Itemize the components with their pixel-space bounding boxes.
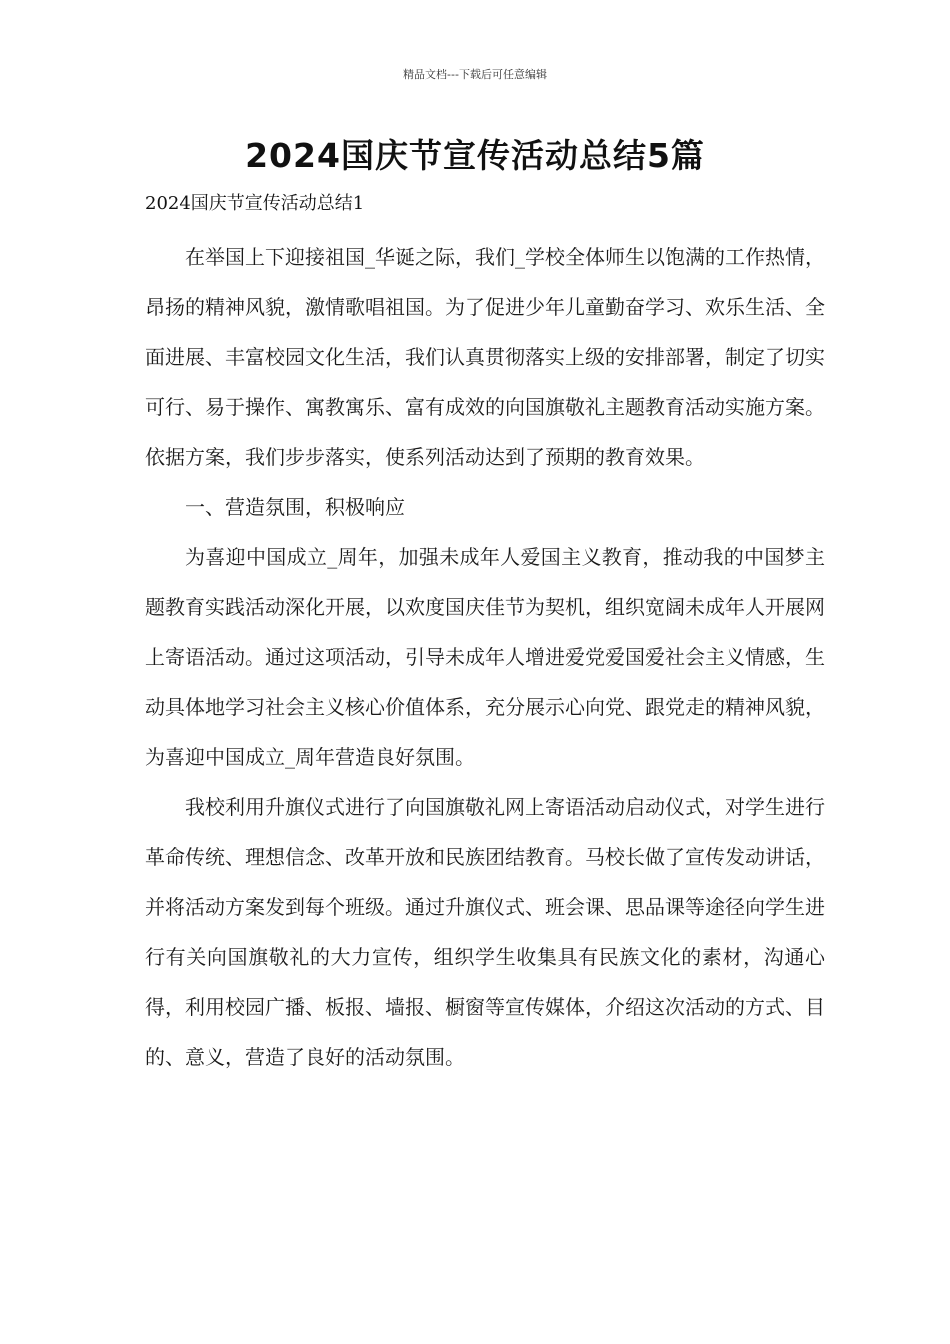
paragraph-3: 我校利用升旗仪式进行了向国旗敬礼网上寄语活动启动仪式，对学生进行革命传统、理想信念、改革开放和民族团结教育。马校长做了宣传发动讲话，并将活动方案发到每个班级。通过升旗仪式、班会课、思品课等途径向学生进行有关向国旗敬礼的大力宣传，组织学生收集具有民族文化的素材，沟通心得，利用校园广播、板报、墙报、橱窗等宣传媒体，介绍这次活动的方式、目的、意义，营造了良好的活动氛围。 (145, 795, 825, 1069)
document-body (145, 232, 825, 1082)
paragraph-intro: 在举国上下迎接祖国_华诞之际，我们_学校全体师生以饱满的工作热情，昂扬的精神风貌，激情歌唱祖国。为了促进少年儿童勤奋学习、欢乐生活、全面进展、丰富校园文化生活，我们认真贯彻落实上级的安排部署，制定了切实可行、易于操作、寓教寓乐、富有成效的向国旗敬礼主题教育活动实施方案。依据方案，我们步步落实，使系列活动达到了预期的教育效果。 (145, 245, 825, 469)
paragraph-2: 为喜迎中国成立_周年，加强未成年人爱国主义教育，推动我的中国梦主题教育实践活动深化开展，以欢度国庆佳节为契机，组织宽阔未成年人开展网上寄语活动。通过这项活动，引导未成年人增进爱党爱国爱社会主义情感，生动具体地学习社会主义核心价值体系，充分展示心向党、跟党走的精神风貌，为喜迎中国成立_周年营造良好氛围。 (145, 545, 825, 769)
document-title: 2024国庆节宣传活动总结5篇 (245, 136, 705, 175)
header-watermark: 精品文档---下载后可任意编辑 (403, 68, 547, 81)
section-heading-1: 一、营造氛围，积极响应 (185, 495, 405, 519)
section-subtitle: 2024国庆节宣传活动总结1 (145, 193, 365, 214)
